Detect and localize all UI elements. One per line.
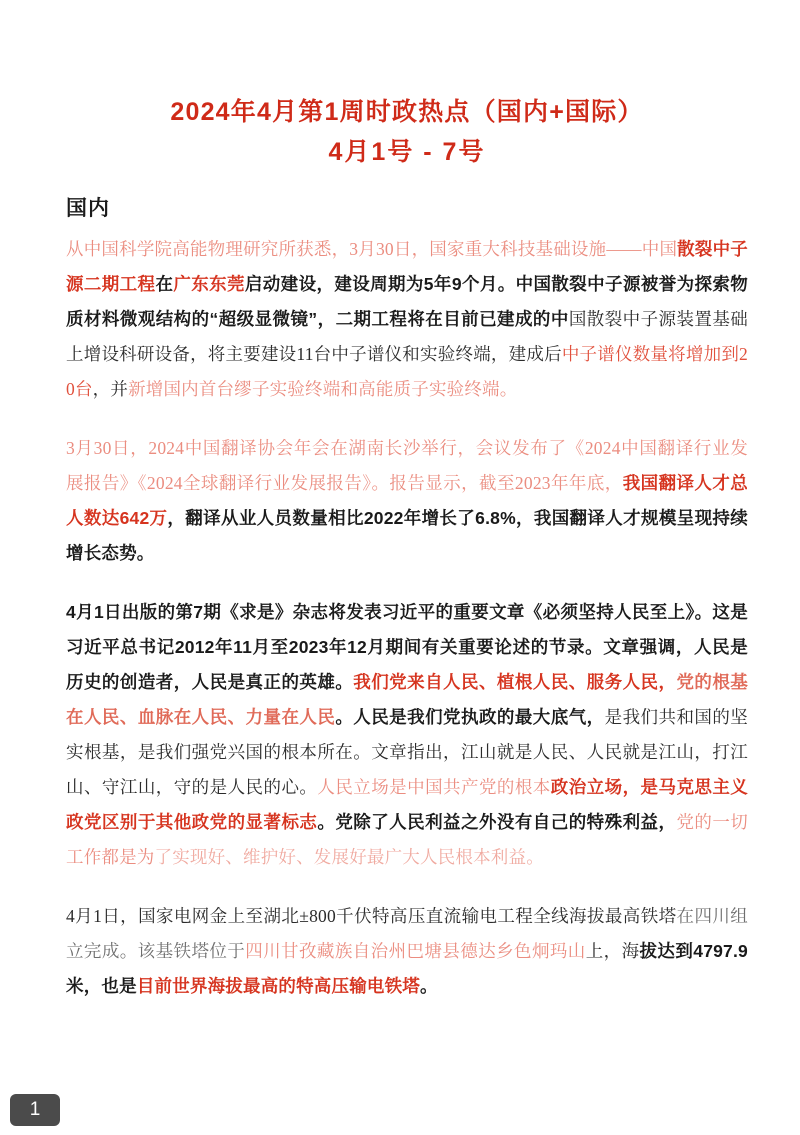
text-run: 四川甘孜藏族自治州巴塘县德达乡色炯玛山 (245, 941, 586, 961)
text-run: 在 (155, 274, 174, 294)
text-run: 政治立场，是马克思主义政党区别于其他政党的显著标志 (66, 777, 748, 832)
title-line-primary: 2024年4月第1周时政热点（国内+国际） (170, 98, 644, 126)
text-run: 。党除了人民利益之外没有自己的特殊利益， (317, 812, 677, 832)
page-number-badge[interactable]: 1 (10, 1094, 60, 1126)
text-run: 我国翻译人才总人数达642万 (66, 473, 749, 528)
text-run: 中子谱仪数量将增加到20台 (66, 344, 748, 399)
p3-qiushi-article (66, 595, 748, 875)
document-title (66, 92, 748, 172)
text-run: 启动建设，建设周期为5年9个月。中国散裂中子源被誉为探索物质材料微观结构的“超级显微镜”，二期工程将在目前已建成的中 (66, 274, 748, 329)
text-run: 人民立场是中国共产党的根本 (317, 777, 551, 797)
text-run: 散裂中子源二期工程 (66, 239, 748, 294)
text-run: ，翻译从业人员数量相比2022年增长了6.8%，我国翻译人才规模呈现持续增长态势。 (66, 508, 748, 563)
text-run: 4月1日，国家电网金上至湖北±800千伏特高压直流输电工程全线海拔最高铁塔 (66, 906, 677, 926)
text-run: 从中国科学院高能物理研究所获悉，3月30日，国家重大科技基础设施——中国 (66, 239, 678, 259)
text-run: 。人民是我们党执政的最大底气， (335, 707, 605, 727)
text-run: 。 (420, 976, 438, 996)
document-body (66, 92, 748, 1004)
text-run: 目前世界海拔最高的特高压输电铁塔 (136, 976, 421, 996)
text-run: 拔达到4797.9米，也是 (66, 941, 748, 996)
text-run: 上，海 (585, 941, 640, 961)
text-run: 广东东莞 (173, 274, 245, 294)
text-run: ，并 (92, 379, 129, 399)
text-run: 是我们共和国的坚实根基，是我们强党兴国的根本所在。文章指出，江山就是人民、人民就是江山，打江山、守江山，守的是人民的心。 (66, 707, 749, 797)
paragraph-container (66, 232, 748, 1004)
text-run: 我们党来自人民、植根人民、服务人民， (353, 672, 677, 692)
text-run: 4月1日出版的第7期《求是》杂志将发表习近平的重要文章《必须坚持人民至上》。这是习近平总书记2012年11月至2023年12月期间有关重要论述的节录。文章强调，人民是历史的创造者，人民是真正的英雄。 (66, 602, 748, 692)
text-run: 新增国内首台缪子实验终端和高能质子实验终端。 (128, 379, 518, 399)
text-run: 了实现好、维护好、发展好最广大人民根本利益。 (154, 847, 544, 867)
title-line-date-range: 4月1号 - 7号 (328, 138, 486, 166)
text-run: 党的根基在人民、血脉在人民、力量在人民 (66, 672, 748, 727)
section-heading-domestic: 国内 (66, 197, 110, 220)
p2-translators-association (66, 431, 748, 571)
text-run: 3月30日，2024中国翻译协会年会在湖南长沙举行，会议发布了《2024中国翻译行业发展报告》《2024全球翻译行业发展报告》。报告显示，截至2023年年底， (66, 438, 748, 493)
p4-uhv-transmission-tower (66, 899, 748, 1004)
p1-spallation-neutron-source (66, 232, 748, 407)
text-run: 在四川组立完成。该基铁塔位于 (66, 906, 748, 961)
text-run: 国散裂中子源装置基础上增设科研设备，将主要建设11台中子谱仪和实验终端，建成后 (66, 309, 748, 364)
text-run: 党的一切工作都是为 (66, 812, 748, 867)
